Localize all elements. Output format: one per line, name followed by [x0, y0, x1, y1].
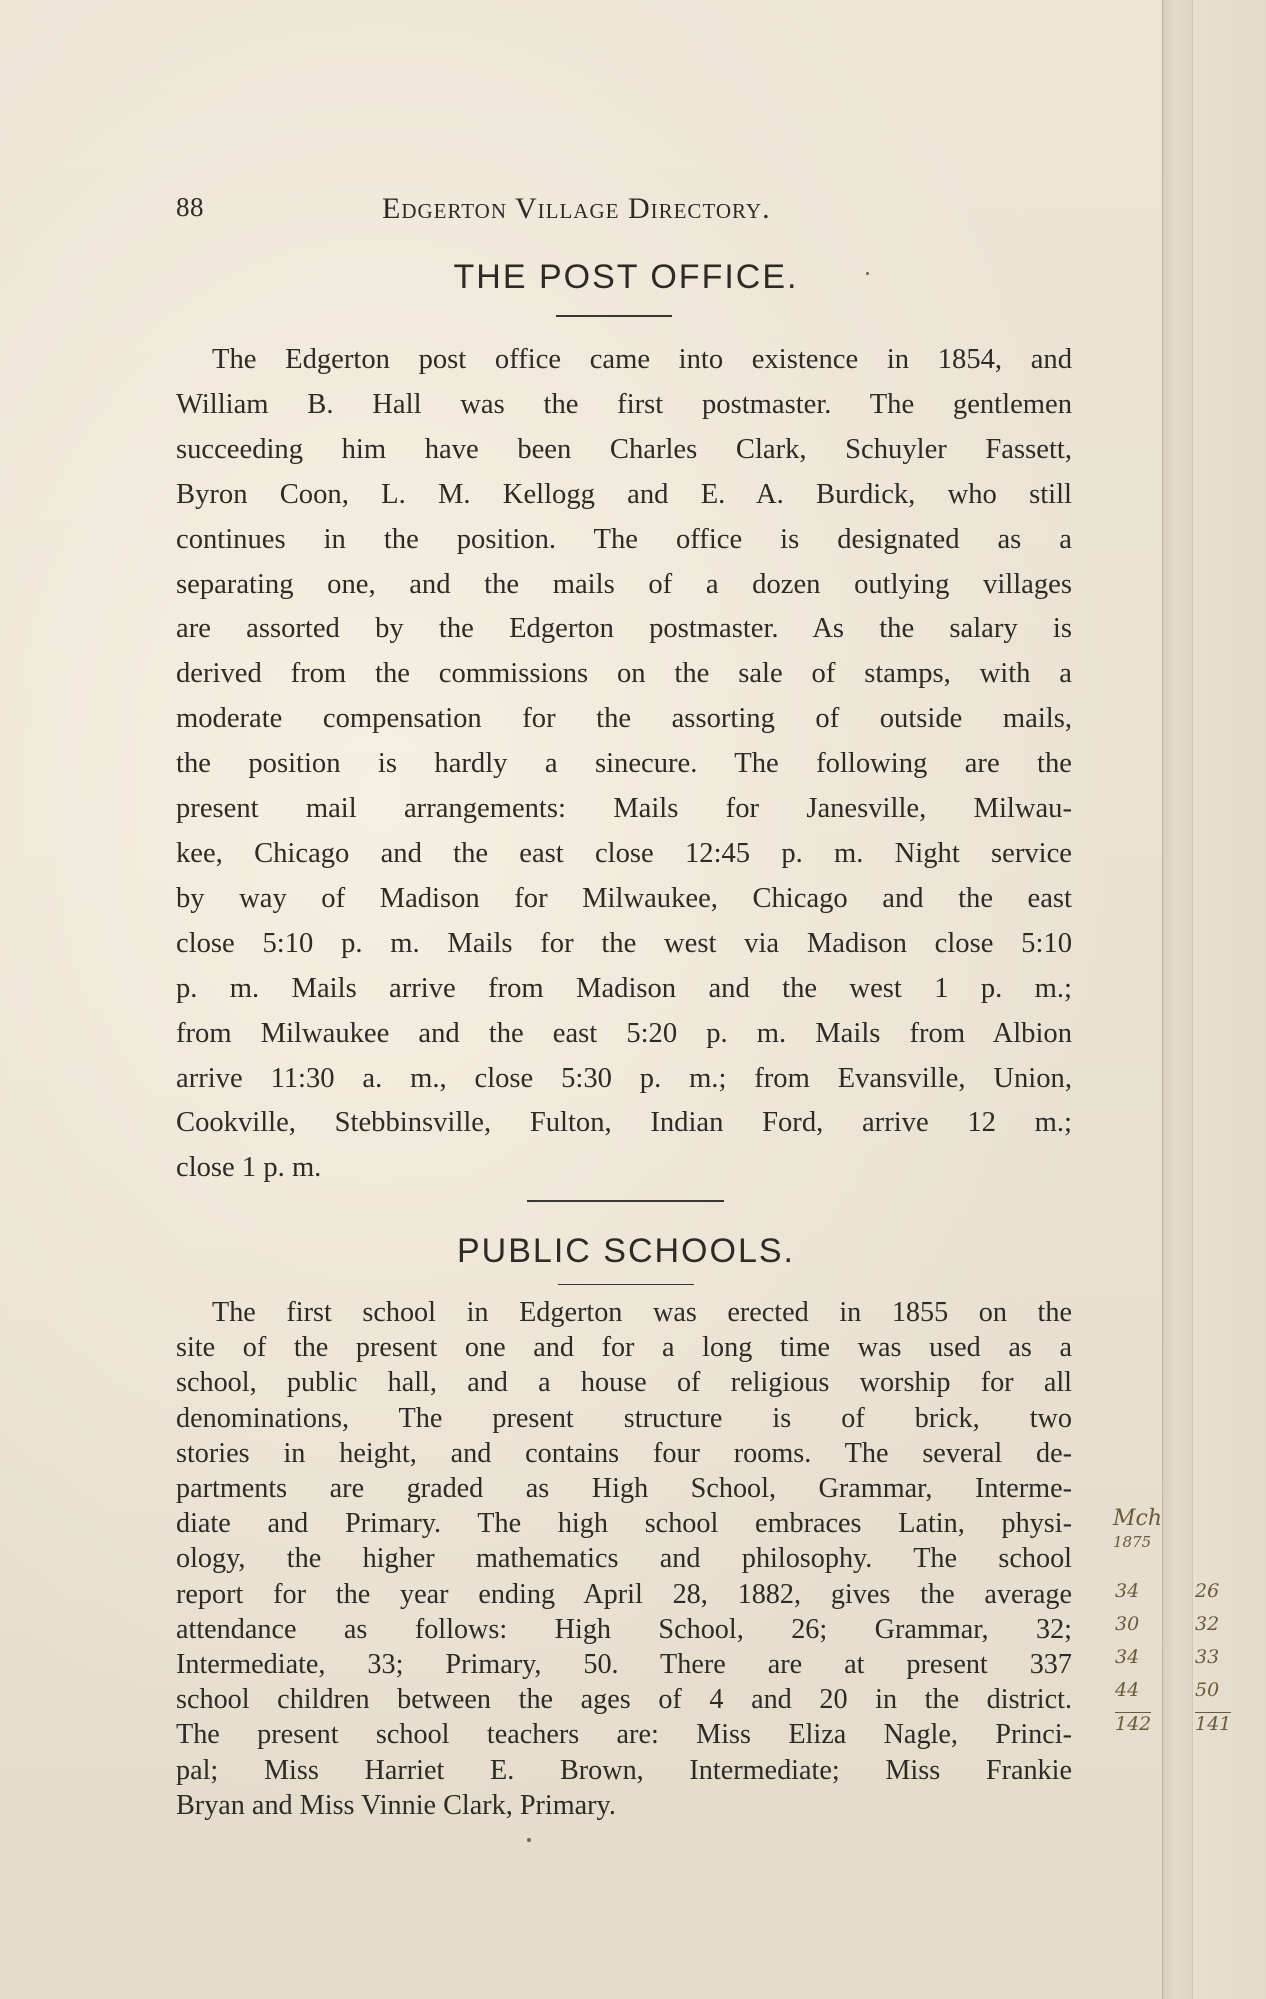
public-schools-text-line: The first school in Edgerton was erected in 1855 on the	[212, 1297, 1072, 1328]
public-schools-text-line: site of the present one and for a long time was used as a	[176, 1332, 1072, 1364]
post-office-text-line: close 1 p. m.	[176, 1152, 322, 1184]
public-schools-title-rule	[558, 1284, 694, 1285]
public-schools-text-line: Intermediate, 33; Primary, 50. There are at present 337	[176, 1649, 1072, 1681]
public-schools-title: PUBLIC SCHOOLS.	[457, 1232, 795, 1270]
public-schools-text-line: report for the year ending April 28, 1882, gives the average	[176, 1578, 1072, 1610]
post-office-text-line: by way of Madison for Milwaukee, Chicago and the east	[176, 882, 1072, 914]
post-office-text-line: continues in the position. The office is designated as a	[176, 523, 1072, 555]
post-office-text-line: Cookville, Stebbinsville, Fulton, Indian Ford, arrive 12 m.;	[176, 1107, 1072, 1139]
post-office-text-line: present mail arrangements: Mails for Janesville, Milwau-	[176, 793, 1072, 825]
paper-speck	[866, 272, 869, 275]
public-schools-paragraph	[176, 1295, 1072, 1823]
margin-note-figure: 33	[1195, 1646, 1220, 1668]
post-office-text-line: derived from the commissions on the sale of stamps, with a	[176, 658, 1072, 690]
margin-note-figure: 34	[1115, 1580, 1140, 1602]
public-schools-text-line: school, public hall, and a house of religious worship for all	[176, 1367, 1072, 1399]
margin-note-figure: 44	[1115, 1679, 1151, 1713]
margin-note-column-1	[1115, 1580, 1151, 1746]
page-edge-strip	[1162, 0, 1193, 1999]
public-schools-text-line: stories in height, and contains four rooms. The several de-	[176, 1437, 1072, 1469]
margin-note-figure: 141	[1195, 1713, 1232, 1735]
post-office-text-line: The Edgerton post office came into existence in 1854, and	[212, 344, 1072, 375]
running-head: Edgerton Village Directory.	[382, 192, 771, 225]
section-divider	[527, 1200, 724, 1202]
page-number: 88	[176, 192, 204, 222]
public-schools-text-line: attendance as follows: High School, 26; Grammar, 32;	[176, 1613, 1072, 1645]
margin-note-figure: 32	[1195, 1613, 1220, 1635]
post-office-text-line: separating one, and the mails of a dozen outlying villages	[176, 568, 1072, 600]
margin-note-figure: 30	[1115, 1613, 1140, 1635]
public-schools-text-line: partments are graded as High School, Grammar, Interme-	[176, 1473, 1072, 1505]
post-office-title: THE POST OFFICE.	[453, 258, 799, 296]
post-office-text-line: the position is hardly a sinecure. The following are the	[176, 748, 1072, 780]
margin-note-year: 1875	[1113, 1533, 1152, 1551]
margin-note-figure: 50	[1195, 1679, 1231, 1713]
page-header	[176, 192, 1076, 232]
post-office-text-line: from Milwaukee and the east 5:20 p. m. Mails from Albion	[176, 1017, 1072, 1049]
public-schools-text-line: Bryan and Miss Vinnie Clark, Primary.	[176, 1789, 616, 1821]
post-office-text-line: moderate compensation for the assorting of outside mails,	[176, 703, 1072, 735]
paper-speck	[527, 1838, 531, 1842]
margin-note-figure: 26	[1195, 1580, 1220, 1602]
post-office-paragraph	[176, 338, 1072, 1191]
public-schools-text-line: ology, the higher mathematics and philosophy. The school	[176, 1543, 1072, 1575]
public-schools-text-line: diate and Primary. The high school embraces Latin, physi-	[176, 1508, 1072, 1540]
post-office-text-line: arrive 11:30 a. m., close 5:30 p. m.; from Evansville, Union,	[176, 1062, 1072, 1094]
post-office-text-line: succeeding him have been Charles Clark, Schuyler Fassett,	[176, 433, 1072, 465]
post-office-title-rule	[556, 315, 672, 317]
public-schools-text-line: pal; Miss Harriet E. Brown, Intermediate; Miss Frankie	[176, 1754, 1072, 1786]
post-office-text-line: are assorted by the Edgerton postmaster. As the salary is	[176, 613, 1072, 645]
public-schools-text-line: The present school teachers are: Miss Eliza Nagle, Princi-	[176, 1719, 1072, 1751]
post-office-text-line: close 5:10 p. m. Mails for the west via Madison close 5:10	[176, 927, 1072, 959]
margin-note-figure: 34	[1115, 1646, 1140, 1668]
margin-note-heading: Mch	[1113, 1506, 1163, 1531]
post-office-text-line: Byron Coon, L. M. Kellogg and E. A. Burdick, who still	[176, 478, 1072, 510]
post-office-text-line: kee, Chicago and the east close 12:45 p. m. Night service	[176, 837, 1072, 869]
post-office-text-line: William B. Hall was the first postmaster. The gentlemen	[176, 388, 1072, 420]
public-schools-text-line: denominations, The present structure is of brick, two	[176, 1402, 1072, 1434]
post-office-text-line: p. m. Mails arrive from Madison and the west 1 p. m.;	[176, 972, 1072, 1004]
public-schools-text-line: school children between the ages of 4 and 20 in the district.	[176, 1684, 1072, 1716]
margin-note-column-2	[1195, 1580, 1231, 1746]
margin-note-figure: 142	[1115, 1713, 1152, 1735]
